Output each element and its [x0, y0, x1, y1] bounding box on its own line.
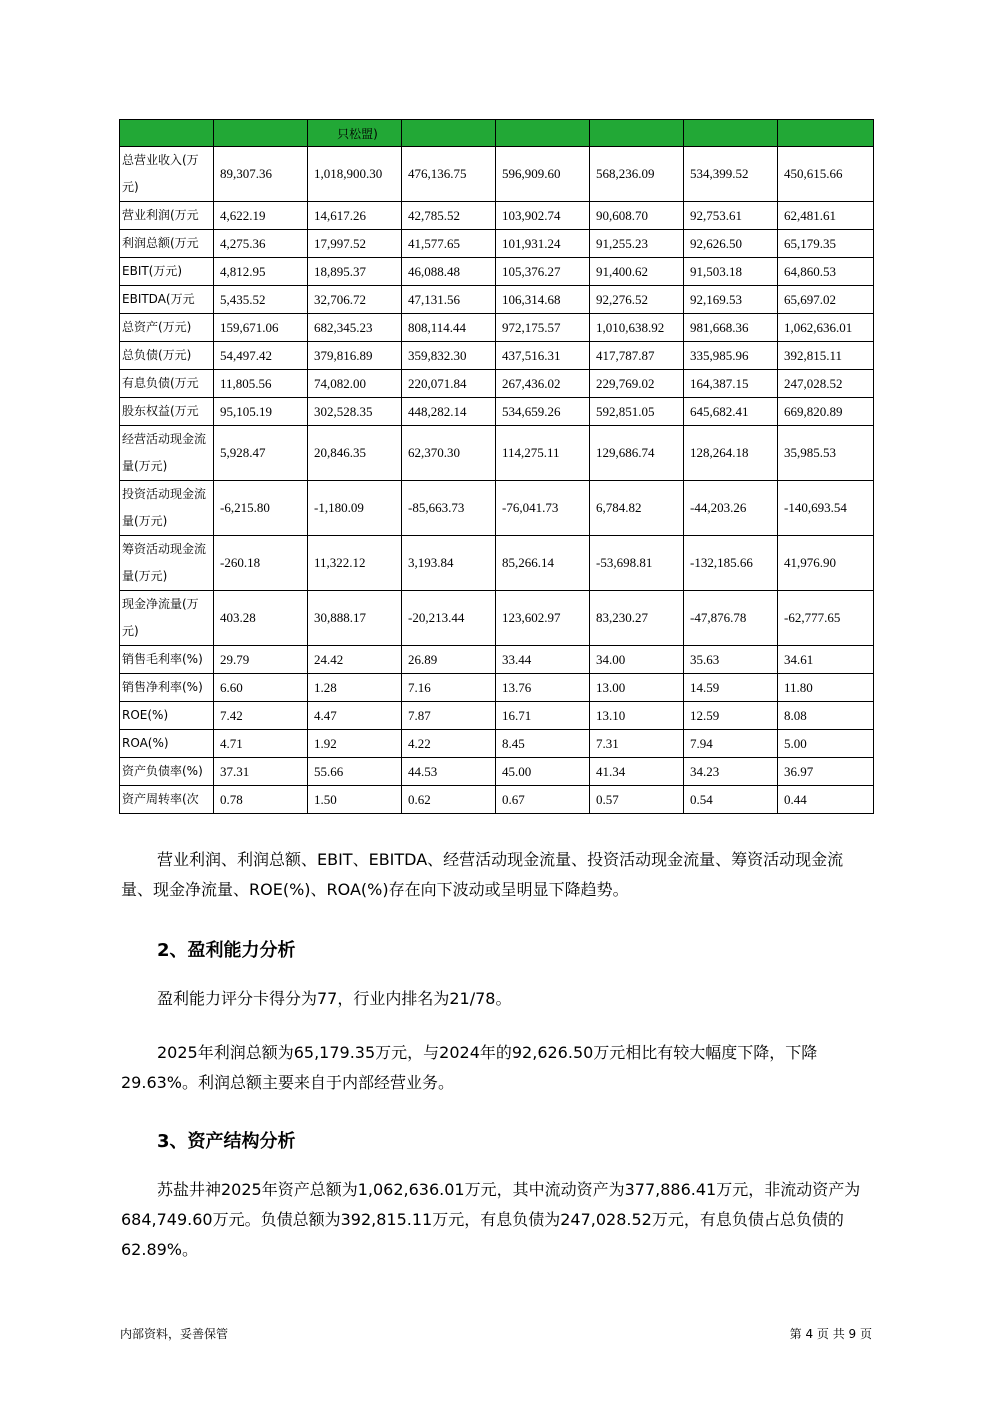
table-header-row	[120, 120, 874, 147]
table-row	[120, 702, 874, 730]
table-row	[120, 481, 874, 536]
table-row	[120, 147, 874, 202]
table-row	[120, 758, 874, 786]
value-cell: 476,136.75	[402, 147, 496, 202]
value-cell: 105,376.27	[496, 258, 590, 286]
value-cell: 17,997.52	[308, 230, 402, 258]
header-cell: 只松盟)	[308, 120, 402, 147]
table-row	[120, 730, 874, 758]
profit-detail-paragraph: 2025年利润总额为65,179.35万元，与2024年的92,626.50万元相比有较大幅度下降，下降29.63%。利润总额主要来自于内部经营业务。	[121, 1043, 818, 1092]
value-cell: 11.80	[778, 674, 874, 702]
table-row	[120, 230, 874, 258]
value-cell: 596,909.60	[496, 147, 590, 202]
value-cell: 91,503.18	[684, 258, 778, 286]
value-cell: -76,041.73	[496, 481, 590, 536]
header-cell	[496, 120, 590, 147]
value-cell: 24.42	[308, 646, 402, 674]
value-cell: 4.71	[214, 730, 308, 758]
value-cell: 7.31	[590, 730, 684, 758]
value-cell: 159,671.06	[214, 314, 308, 342]
value-cell: 359,832.30	[402, 342, 496, 370]
row-label-cell: 总营业收入(万元)	[120, 147, 214, 202]
row-label-cell: 经营活动现金流量(万元)	[120, 426, 214, 481]
profitability-score-paragraph: 盈利能力评分卡得分为77，行业内排名为21/78。	[157, 989, 512, 1008]
value-cell: 101,931.24	[496, 230, 590, 258]
row-label-cell: 总负债(万元)	[120, 342, 214, 370]
row-label-cell: 销售毛利率(%)	[120, 646, 214, 674]
value-cell: 4.22	[402, 730, 496, 758]
value-cell: 106,314.68	[496, 286, 590, 314]
value-cell: 267,436.02	[496, 370, 590, 398]
value-cell: 3,193.84	[402, 536, 496, 591]
value-cell: 123,602.97	[496, 591, 590, 646]
value-cell: 64,860.53	[778, 258, 874, 286]
value-cell: 1,018,900.30	[308, 147, 402, 202]
value-cell: 1,010,638.92	[590, 314, 684, 342]
value-cell: 12.59	[684, 702, 778, 730]
header-cell	[120, 120, 214, 147]
value-cell: 18,895.37	[308, 258, 402, 286]
value-cell: -47,876.78	[684, 591, 778, 646]
value-cell: 6.60	[214, 674, 308, 702]
row-label-cell: 有息负债(万元	[120, 370, 214, 398]
row-label-cell: ROA(%)	[120, 730, 214, 758]
value-cell: -85,663.73	[402, 481, 496, 536]
value-cell: 55.66	[308, 758, 402, 786]
value-cell: 335,985.96	[684, 342, 778, 370]
row-label-cell: EBITDA(万元	[120, 286, 214, 314]
value-cell: 128,264.18	[684, 426, 778, 481]
value-cell: 34.00	[590, 646, 684, 674]
value-cell: 7.87	[402, 702, 496, 730]
value-cell: -140,693.54	[778, 481, 874, 536]
value-cell: 645,682.41	[684, 398, 778, 426]
value-cell: 14,617.26	[308, 202, 402, 230]
table-row	[120, 202, 874, 230]
value-cell: 808,114.44	[402, 314, 496, 342]
value-cell: 229,769.02	[590, 370, 684, 398]
header-cell	[214, 120, 308, 147]
value-cell: 682,345.23	[308, 314, 402, 342]
value-cell: 35,985.53	[778, 426, 874, 481]
value-cell: 85,266.14	[496, 536, 590, 591]
value-cell: 448,282.14	[402, 398, 496, 426]
value-cell: 42,785.52	[402, 202, 496, 230]
table-row	[120, 674, 874, 702]
value-cell: 41.34	[590, 758, 684, 786]
value-cell: 35.63	[684, 646, 778, 674]
value-cell: -260.18	[214, 536, 308, 591]
value-cell: 11,322.12	[308, 536, 402, 591]
value-cell: 95,105.19	[214, 398, 308, 426]
value-cell: 92,626.50	[684, 230, 778, 258]
value-cell: 1.92	[308, 730, 402, 758]
value-cell: 4,275.36	[214, 230, 308, 258]
value-cell: 62,370.30	[402, 426, 496, 481]
value-cell: 534,399.52	[684, 147, 778, 202]
value-cell: 981,668.36	[684, 314, 778, 342]
value-cell: 4,812.95	[214, 258, 308, 286]
row-label-cell: ROE(%)	[120, 702, 214, 730]
table-row	[120, 786, 874, 814]
row-label-cell: 现金净流量(万元)	[120, 591, 214, 646]
value-cell: 0.57	[590, 786, 684, 814]
row-label-cell: 营业利润(万元	[120, 202, 214, 230]
value-cell: 403.28	[214, 591, 308, 646]
value-cell: 45.00	[496, 758, 590, 786]
value-cell: -132,185.66	[684, 536, 778, 591]
table-row	[120, 286, 874, 314]
row-label-cell: 投资活动现金流量(万元)	[120, 481, 214, 536]
value-cell: 65,179.35	[778, 230, 874, 258]
row-label-cell: 销售净利率(%)	[120, 674, 214, 702]
value-cell: 26.89	[402, 646, 496, 674]
value-cell: -20,213.44	[402, 591, 496, 646]
value-cell: 74,082.00	[308, 370, 402, 398]
value-cell: 54,497.42	[214, 342, 308, 370]
value-cell: 8.08	[778, 702, 874, 730]
value-cell: 392,815.11	[778, 342, 874, 370]
footer-confidential-note: 内部资料，妥善保管	[120, 1327, 229, 1341]
value-cell: 62,481.61	[778, 202, 874, 230]
value-cell: 568,236.09	[590, 147, 684, 202]
value-cell: 5,928.47	[214, 426, 308, 481]
value-cell: 37.31	[214, 758, 308, 786]
value-cell: 379,816.89	[308, 342, 402, 370]
table-row	[120, 370, 874, 398]
value-cell: 83,230.27	[590, 591, 684, 646]
value-cell: 1.28	[308, 674, 402, 702]
value-cell: 7.16	[402, 674, 496, 702]
value-cell: 534,659.26	[496, 398, 590, 426]
value-cell: 114,275.11	[496, 426, 590, 481]
value-cell: 36.97	[778, 758, 874, 786]
value-cell: 450,615.66	[778, 147, 874, 202]
value-cell: 0.44	[778, 786, 874, 814]
value-cell: 7.94	[684, 730, 778, 758]
value-cell: 669,820.89	[778, 398, 874, 426]
value-cell: 65,697.02	[778, 286, 874, 314]
value-cell: 4.47	[308, 702, 402, 730]
value-cell: 972,175.57	[496, 314, 590, 342]
value-cell: -44,203.26	[684, 481, 778, 536]
header-cell	[590, 120, 684, 147]
value-cell: 8.45	[496, 730, 590, 758]
value-cell: -62,777.65	[778, 591, 874, 646]
value-cell: 46,088.48	[402, 258, 496, 286]
value-cell: 16.71	[496, 702, 590, 730]
table-row	[120, 314, 874, 342]
value-cell: 92,753.61	[684, 202, 778, 230]
value-cell: 92,276.52	[590, 286, 684, 314]
trend-paragraph: 营业利润、利润总额、EBIT、EBITDA、经营活动现金流量、投资活动现金流量、筹资活动现金流量、现金净流量、ROE(%)、ROA(%)存在向下波动或呈明显下降趋势。	[121, 850, 844, 899]
value-cell: 0.67	[496, 786, 590, 814]
row-label-cell: 资产周转率(次	[120, 786, 214, 814]
value-cell: 34.61	[778, 646, 874, 674]
value-cell: 47,131.56	[402, 286, 496, 314]
value-cell: 0.62	[402, 786, 496, 814]
value-cell: 129,686.74	[590, 426, 684, 481]
table-row	[120, 258, 874, 286]
table-row	[120, 646, 874, 674]
value-cell: 302,528.35	[308, 398, 402, 426]
table-row	[120, 591, 874, 646]
table-row	[120, 398, 874, 426]
financial-indicators-table	[119, 119, 874, 814]
row-label-cell: 股东权益(万元	[120, 398, 214, 426]
value-cell: -1,180.09	[308, 481, 402, 536]
value-cell: 1,062,636.01	[778, 314, 874, 342]
value-cell: 41,976.90	[778, 536, 874, 591]
asset-structure-heading: 3、资产结构分析	[157, 1131, 296, 1152]
value-cell: 41,577.65	[402, 230, 496, 258]
row-label-cell: 资产负债率(%)	[120, 758, 214, 786]
value-cell: 0.78	[214, 786, 308, 814]
table-row	[120, 342, 874, 370]
header-cell	[778, 120, 874, 147]
value-cell: 164,387.15	[684, 370, 778, 398]
footer-page-number: 第 4 页 共 9 页	[789, 1327, 872, 1341]
value-cell: 91,400.62	[590, 258, 684, 286]
value-cell: 92,169.53	[684, 286, 778, 314]
value-cell: 13.10	[590, 702, 684, 730]
value-cell: 33.44	[496, 646, 590, 674]
row-label-cell: EBIT(万元)	[120, 258, 214, 286]
value-cell: 29.79	[214, 646, 308, 674]
value-cell: 5.00	[778, 730, 874, 758]
value-cell: 417,787.87	[590, 342, 684, 370]
value-cell: 32,706.72	[308, 286, 402, 314]
value-cell: 11,805.56	[214, 370, 308, 398]
value-cell: 89,307.36	[214, 147, 308, 202]
row-label-cell: 总资产(万元)	[120, 314, 214, 342]
value-cell: -53,698.81	[590, 536, 684, 591]
value-cell: 30,888.17	[308, 591, 402, 646]
value-cell: 4,622.19	[214, 202, 308, 230]
value-cell: 7.42	[214, 702, 308, 730]
value-cell: 13.00	[590, 674, 684, 702]
asset-structure-paragraph: 苏盐井神2025年资产总额为1,062,636.01万元，其中流动资产为377,886.41万元，非流动资产为684,749.60万元。负债总额为392,815.11万元，有息负债为247,028.52万元，有息负债占总负债的62.89%。	[121, 1180, 861, 1259]
row-label-cell: 利润总额(万元	[120, 230, 214, 258]
value-cell: 6,784.82	[590, 481, 684, 536]
header-cell	[684, 120, 778, 147]
value-cell: 5,435.52	[214, 286, 308, 314]
header-cell	[402, 120, 496, 147]
value-cell: 20,846.35	[308, 426, 402, 481]
table-row	[120, 426, 874, 481]
value-cell: 13.76	[496, 674, 590, 702]
row-label-cell: 筹资活动现金流量(万元)	[120, 536, 214, 591]
value-cell: 220,071.84	[402, 370, 496, 398]
value-cell: 91,255.23	[590, 230, 684, 258]
profitability-heading: 2、盈利能力分析	[157, 940, 296, 961]
value-cell: -6,215.80	[214, 481, 308, 536]
value-cell: 34.23	[684, 758, 778, 786]
value-cell: 437,516.31	[496, 342, 590, 370]
value-cell: 14.59	[684, 674, 778, 702]
value-cell: 103,902.74	[496, 202, 590, 230]
table-row	[120, 536, 874, 591]
value-cell: 1.50	[308, 786, 402, 814]
value-cell: 247,028.52	[778, 370, 874, 398]
value-cell: 44.53	[402, 758, 496, 786]
value-cell: 90,608.70	[590, 202, 684, 230]
value-cell: 592,851.05	[590, 398, 684, 426]
value-cell: 0.54	[684, 786, 778, 814]
